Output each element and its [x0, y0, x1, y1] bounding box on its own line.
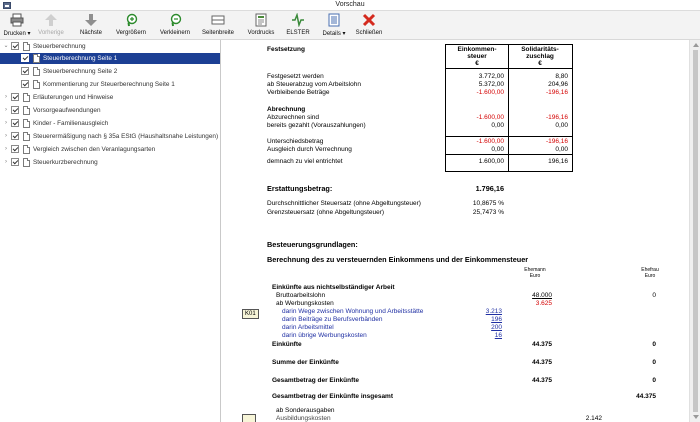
value[interactable]: 3.213	[485, 308, 502, 315]
checkbox[interactable]	[21, 67, 29, 75]
table-border	[445, 136, 573, 137]
row-label: Abzurechnen sind	[267, 114, 320, 121]
value: 44.375	[532, 359, 552, 366]
page-width-button[interactable]	[199, 12, 237, 39]
value: 44.375	[636, 393, 656, 400]
navigation-tree	[0, 40, 221, 422]
previous-label: Vorherige	[38, 30, 64, 36]
checkbox[interactable]	[11, 106, 19, 114]
row-label[interactable]: darin Beiträge zu Berufsverbänden	[282, 316, 383, 323]
tree-item-label: Steuerberechnung Seite 1	[43, 55, 118, 62]
elster-button[interactable]	[283, 12, 313, 39]
value: 204,96	[548, 81, 568, 88]
checkbox[interactable]	[21, 80, 29, 88]
erstattung-value: 1.796,16	[475, 184, 504, 193]
row-label: Gesamtbetrag der Einkünfte insgesamt	[272, 393, 394, 400]
value: 3.772,00	[478, 73, 504, 80]
document-icon	[23, 132, 30, 141]
value: 44.375	[532, 341, 552, 348]
col-ehefrau-unit: Euro	[644, 273, 656, 279]
document-icon	[23, 119, 30, 128]
erstattung-label: Erstattungsbetrag:	[267, 184, 333, 193]
document-icon	[23, 106, 30, 115]
zoom-in-icon	[124, 13, 138, 27]
value: 8,80	[555, 73, 568, 80]
page-width-icon	[211, 13, 225, 27]
document-icon	[33, 80, 40, 89]
tree-item-label: Steuerermäßigung nach § 35a EStG (Haushaltsnahe Leistungen)	[33, 133, 219, 140]
zoom-out-icon	[168, 13, 182, 27]
tree-item-label: Vorsorgeaufwendungen	[33, 107, 101, 114]
page-width-label: Seitenbreite	[201, 30, 235, 36]
checkbox[interactable]	[11, 42, 19, 50]
row-label[interactable]: darin übrige Werbungskosten	[282, 332, 367, 339]
details-icon	[327, 13, 341, 27]
k01-marker[interactable]: K01	[242, 309, 259, 319]
col-einkommensteuer-1: Einkommen-	[457, 46, 497, 53]
row-label: Festgesetzt werden	[267, 73, 324, 80]
toolbar	[0, 11, 700, 40]
row-label: demnach zu viel entrichtet	[267, 158, 343, 165]
tree-item-vergleich[interactable]	[0, 144, 220, 155]
value: 0,00	[491, 122, 504, 129]
document-icon	[23, 158, 30, 167]
durchschnitt-label: Durchschnittlicher Steuersatz (ohne Abgeltungsteuer)	[267, 200, 421, 207]
value[interactable]: 200	[491, 324, 502, 331]
row-label: Unterschiedsbetrag	[267, 138, 324, 145]
close-button[interactable]	[353, 12, 385, 39]
title-bar	[0, 0, 700, 11]
document-icon	[23, 42, 30, 51]
table-border	[445, 44, 573, 45]
checkbox[interactable]	[11, 145, 19, 153]
expand-icon[interactable]: ›	[5, 146, 7, 152]
tree-item-vorsorge[interactable]	[0, 105, 220, 116]
close-icon	[362, 13, 376, 27]
tree-item-erlaeuterungen[interactable]	[0, 92, 220, 103]
checkbox[interactable]	[11, 132, 19, 140]
zoom-in-button[interactable]	[112, 12, 150, 39]
document-icon	[33, 54, 40, 63]
arrow-down-icon	[84, 13, 98, 27]
row-label: Gesamtbetrag der Einkünfte	[272, 377, 360, 384]
tree-item-steuerberechnung[interactable]	[0, 41, 220, 52]
row-label[interactable]: darin Arbeitsmittel	[282, 324, 334, 331]
berechnung-heading: Berechnung des zu versteuernden Einkommens und der Einkommensteuer	[267, 255, 529, 264]
tree-item-label: Steuerberechnung Seite 2	[43, 68, 118, 75]
tree-item-kinder[interactable]	[0, 118, 220, 129]
printer-icon	[10, 13, 24, 27]
value: 48.000	[532, 292, 552, 299]
scroll-thumb[interactable]	[693, 50, 698, 412]
value[interactable]: 16	[494, 332, 502, 339]
expand-icon[interactable]: ›	[5, 107, 7, 113]
checkbox[interactable]	[21, 54, 29, 62]
row-label: ab Sonderausgaben	[276, 407, 335, 414]
value: -1.600,00	[476, 114, 504, 121]
zoom-in-label: Vergrößern	[115, 30, 146, 36]
value: 0,00	[555, 122, 568, 129]
col-einkommensteuer-2: steuer	[467, 53, 487, 60]
table-border	[508, 44, 509, 172]
table-border	[572, 44, 573, 172]
details-button[interactable]	[318, 12, 350, 39]
grenz-value: 25,7473 %	[472, 209, 504, 216]
row-label[interactable]: darin Wege zwischen Wohnung und Arbeitsstätte	[282, 308, 424, 315]
value[interactable]: 196	[491, 316, 502, 323]
tree-item-seite-1[interactable]	[0, 53, 220, 64]
value: 0	[652, 341, 656, 348]
value: -1.600,00	[476, 138, 504, 145]
value: 0,00	[555, 146, 568, 153]
value: -196,16	[545, 89, 568, 96]
document-icon	[23, 145, 30, 154]
value: 0	[652, 359, 656, 366]
expand-icon[interactable]: ›	[5, 133, 7, 139]
col-ehemann-unit: Euro	[529, 273, 541, 279]
value: -196,16	[545, 138, 568, 145]
col-soli-2: zuschlag	[526, 53, 554, 60]
durchschnitt-value: 10,8675 %	[472, 200, 504, 207]
form-icon	[254, 13, 268, 27]
vertical-scrollbar[interactable]	[689, 40, 700, 422]
grenz-label: Grenzsteuersatz (ohne Abgeltungsteuer)	[267, 209, 385, 216]
elster-icon	[291, 13, 305, 27]
value: 0	[652, 377, 656, 384]
value: 0	[652, 292, 656, 299]
document-icon	[23, 93, 30, 102]
table-border	[445, 44, 446, 172]
col-soli-3: €	[538, 60, 542, 67]
value: 5.372,00	[478, 81, 504, 88]
row-label: Ausgleich durch Verrechnung	[267, 146, 352, 153]
tree-item-kommentierung[interactable]	[0, 79, 220, 90]
einkuenfte-heading: Einkünfte aus nichtselbständiger Arbeit	[272, 284, 395, 291]
col-ehefrau: Ehefrau	[641, 267, 659, 273]
value: -1.600,00	[476, 89, 504, 96]
forms-button[interactable]	[244, 12, 278, 39]
tree-item-label: Erläuterungen und Hinweise	[33, 94, 114, 101]
close-label: Schließen	[355, 30, 383, 36]
col-soli-1: Solidaritäts-	[521, 46, 559, 53]
details-label: Details ▾	[322, 31, 346, 37]
tree-item-label: Vergleich zwischen den Veranlagungsarten	[33, 146, 156, 153]
col-ehemann: Ehemann	[524, 267, 546, 273]
value: 2.142	[585, 415, 602, 422]
row-label: Ausbildungskosten	[276, 415, 331, 422]
value: 0,00	[491, 146, 504, 153]
table-border	[445, 171, 573, 172]
next-button[interactable]	[76, 12, 106, 39]
scroll-down-icon[interactable]	[693, 415, 699, 419]
tree-item-label: Steuerberechnung	[33, 43, 86, 50]
tree-item-label: Kommentierung zur Steuerberechnung Seite 1	[43, 81, 175, 88]
value: 1.600,00	[478, 158, 504, 165]
expand-icon[interactable]: ›	[5, 159, 7, 165]
scroll-up-icon[interactable]	[693, 43, 699, 47]
row-label: Einkünfte	[272, 341, 302, 348]
collapse-icon[interactable]: ⌄	[3, 43, 9, 49]
col-einkommensteuer-3: €	[475, 60, 479, 67]
row-label: ab Werbungskosten	[276, 300, 334, 307]
expand-icon[interactable]: ›	[5, 120, 7, 126]
tree-item-kurzberechnung[interactable]	[0, 157, 220, 168]
zoom-out-label: Verkleinern	[159, 30, 191, 36]
marker-box[interactable]	[242, 414, 256, 422]
checkbox[interactable]	[11, 119, 19, 127]
table-border	[445, 68, 573, 69]
document-icon	[33, 67, 40, 76]
value: 3.625	[535, 300, 552, 307]
tree-item-seite-2[interactable]	[0, 66, 220, 77]
next-label: Nächste	[79, 30, 102, 36]
section-festsetzung: Festsetzung	[267, 46, 305, 53]
tree-item-haushaltsnahe[interactable]	[0, 131, 220, 142]
forms-label: Vordrucks	[247, 30, 275, 36]
tree-item-label: Steuerkurzberechnung	[33, 159, 98, 166]
window-title: Vorschau	[335, 1, 365, 8]
checkbox[interactable]	[11, 158, 19, 166]
print-button[interactable]	[2, 12, 32, 39]
row-label: Verbleibende Beträge	[267, 89, 330, 96]
section-abrechnung: Abrechnung	[267, 106, 306, 113]
row-label: bereits gezahlt (Vorauszahlungen)	[267, 122, 366, 129]
grundlagen-heading: Besteuerungsgrundlagen:	[267, 240, 358, 249]
tree-item-label: Kinder - Familienausgleich	[33, 120, 109, 127]
row-label: Bruttoarbeitslohn	[276, 292, 326, 299]
row-label: Summe der Einkünfte	[272, 359, 339, 366]
previous-button[interactable]	[34, 12, 68, 39]
document-preview[interactable]	[222, 40, 688, 422]
expand-icon[interactable]: ›	[5, 94, 7, 100]
value: 44.375	[532, 377, 552, 384]
table-border	[445, 154, 573, 155]
row-label: ab Steuerabzug vom Arbeitslohn	[267, 81, 361, 88]
value: 196,16	[548, 158, 568, 165]
arrow-up-icon	[44, 13, 58, 27]
value: -196,16	[545, 114, 568, 121]
zoom-out-button[interactable]	[156, 12, 194, 39]
checkbox[interactable]	[11, 93, 19, 101]
elster-label: ELSTER	[286, 30, 310, 36]
print-label: Drucken ▾	[3, 31, 31, 37]
